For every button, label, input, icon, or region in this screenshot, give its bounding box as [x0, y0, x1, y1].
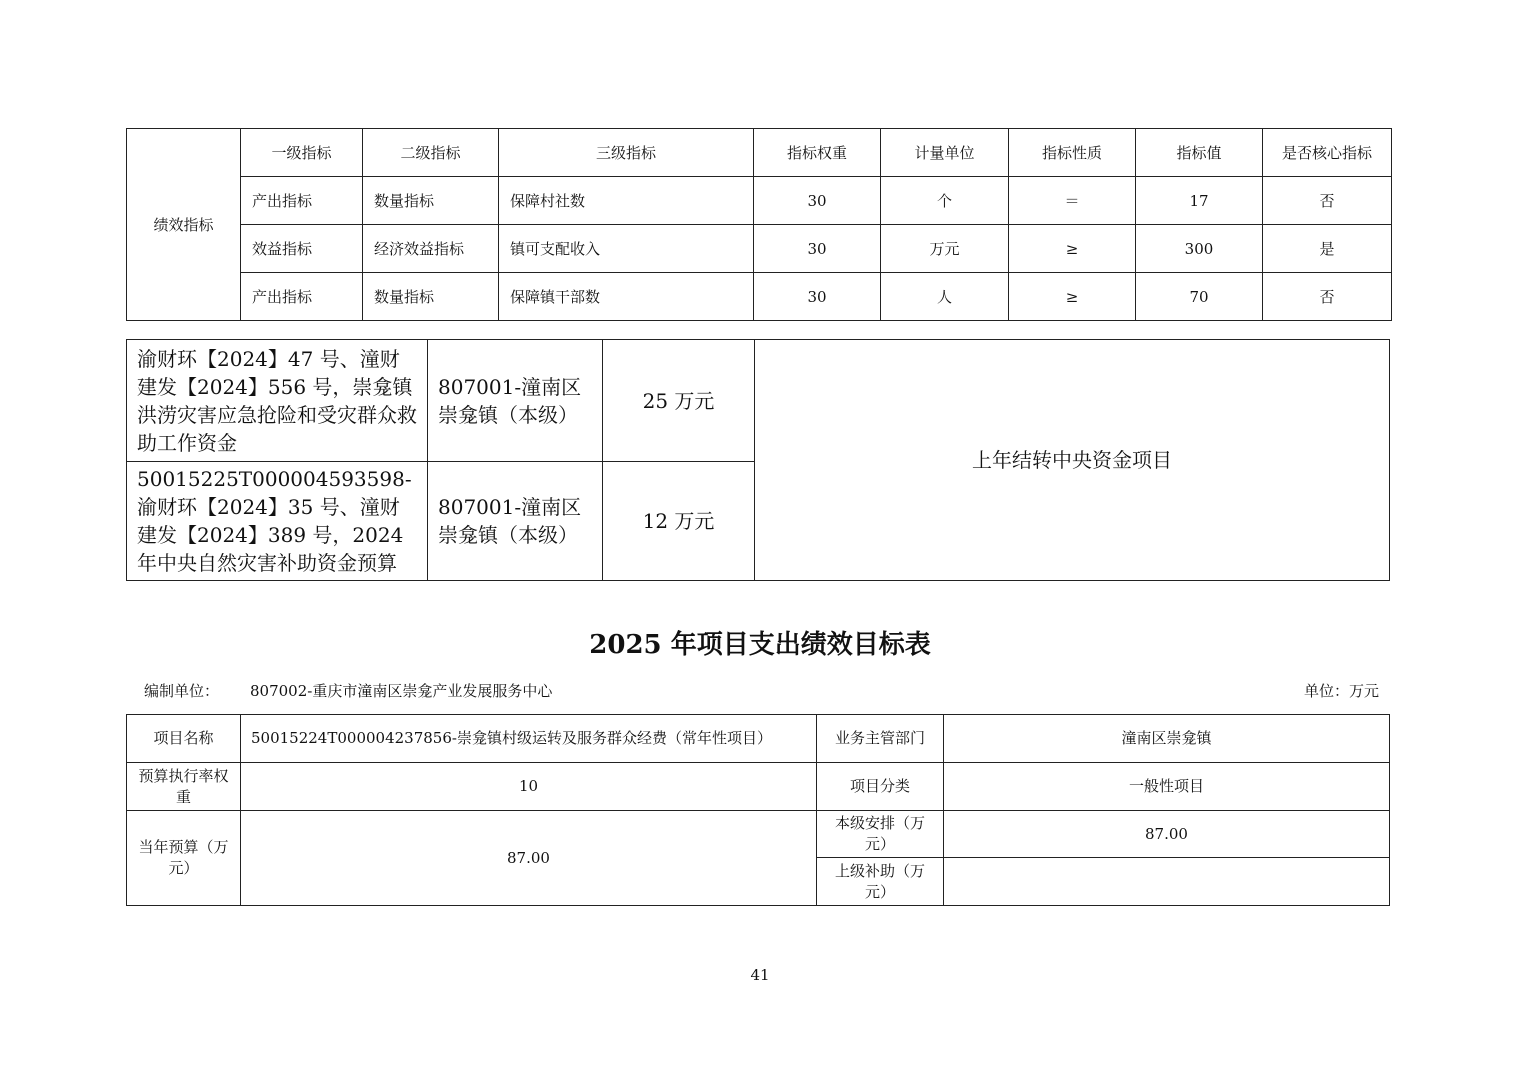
fund-name-cell: 50015225T000004593598-渝财环【2024】35 号、潼财建发【2024】389 号，2024 年中央自然灾害补助资金预算: [127, 462, 428, 581]
dept-value: 潼南区崇龛镇: [944, 715, 1390, 763]
fund-remark-cell: 上年结转中央资金项目: [755, 340, 1390, 581]
project-name-value: 50015224T000004237856-崇龛镇村级运转及服务群众经费（常年性项目）: [241, 715, 817, 763]
table-cell: 是: [1263, 225, 1392, 273]
page-number: 41: [750, 966, 770, 984]
table-cell: 30: [754, 225, 881, 273]
fund-name-cell: 渝财环【2024】47 号、潼财建发【2024】556 号，崇龛镇洪涝灾害应急抢险和受灾群众救助工作资金: [127, 340, 428, 462]
table-cell: 30: [754, 177, 881, 225]
table-cell: 万元: [881, 225, 1009, 273]
fund-source-table: [126, 339, 1390, 581]
exec-rate-label: 预算执行率权重: [127, 763, 241, 811]
column-header: 三级指标: [499, 129, 754, 177]
unit-label: 单位：万元: [1303, 682, 1379, 700]
table-header-row: [127, 129, 1392, 177]
budget-label: 当年预算（万元）: [127, 811, 241, 906]
table-row: [127, 715, 1390, 763]
page-title: 2025 年项目支出绩效目标表: [589, 630, 931, 660]
local-value: 87.00: [944, 811, 1390, 858]
table-row: [127, 225, 1392, 273]
budget-value: 87.00: [241, 811, 817, 906]
table-cell: 70: [1136, 273, 1263, 321]
table-cell: 300: [1136, 225, 1263, 273]
table-cell: 数量指标: [363, 273, 499, 321]
table-row: [127, 273, 1392, 321]
table-cell: ≥: [1009, 225, 1136, 273]
org-label: 编制单位：: [144, 682, 220, 700]
category-value: 一般性项目: [944, 763, 1390, 811]
table-cell: ＝: [1009, 177, 1136, 225]
column-header: 指标值: [1136, 129, 1263, 177]
column-header: 二级指标: [363, 129, 499, 177]
project-info-table: [126, 714, 1390, 906]
performance-indicator-table: [126, 128, 1392, 321]
table-cell: 效益指标: [241, 225, 363, 273]
column-header: 一级指标: [241, 129, 363, 177]
table-cell: 数量指标: [363, 177, 499, 225]
column-header: 指标性质: [1009, 129, 1136, 177]
table-row: [127, 177, 1392, 225]
fund-amount-cell: 12 万元: [603, 462, 755, 581]
table-cell: 个: [881, 177, 1009, 225]
fund-amount-cell: 25 万元: [603, 340, 755, 462]
table-row: [127, 811, 1390, 858]
table-cell: 保障村社数: [499, 177, 754, 225]
upper-label: 上级补助（万元）: [817, 858, 944, 906]
table-cell: 产出指标: [241, 177, 363, 225]
org-value: 807002-重庆市潼南区崇龛产业发展服务中心: [250, 682, 553, 700]
table-cell: 镇可支配收入: [499, 225, 754, 273]
dept-label: 业务主管部门: [817, 715, 944, 763]
table-cell: ≥: [1009, 273, 1136, 321]
table-cell: 否: [1263, 273, 1392, 321]
table-cell: 经济效益指标: [363, 225, 499, 273]
exec-rate-value: 10: [241, 763, 817, 811]
category-label: 项目分类: [817, 763, 944, 811]
table-cell: 否: [1263, 177, 1392, 225]
table-cell: 产出指标: [241, 273, 363, 321]
column-header: 指标权重: [754, 129, 881, 177]
column-header: 计量单位: [881, 129, 1009, 177]
fund-unit-cell: 807001-潼南区崇龛镇（本级）: [428, 462, 603, 581]
column-header: 是否核心指标: [1263, 129, 1392, 177]
table-cell: 30: [754, 273, 881, 321]
table-cell: 17: [1136, 177, 1263, 225]
section-label: 绩效指标: [127, 129, 241, 321]
table-cell: 保障镇干部数: [499, 273, 754, 321]
table-cell: 人: [881, 273, 1009, 321]
project-name-label: 项目名称: [127, 715, 241, 763]
local-label: 本级安排（万元）: [817, 811, 944, 858]
fund-unit-cell: 807001-潼南区崇龛镇（本级）: [428, 340, 603, 462]
table-row: [127, 340, 1390, 462]
upper-value: [944, 858, 1390, 906]
table-row: [127, 763, 1390, 811]
